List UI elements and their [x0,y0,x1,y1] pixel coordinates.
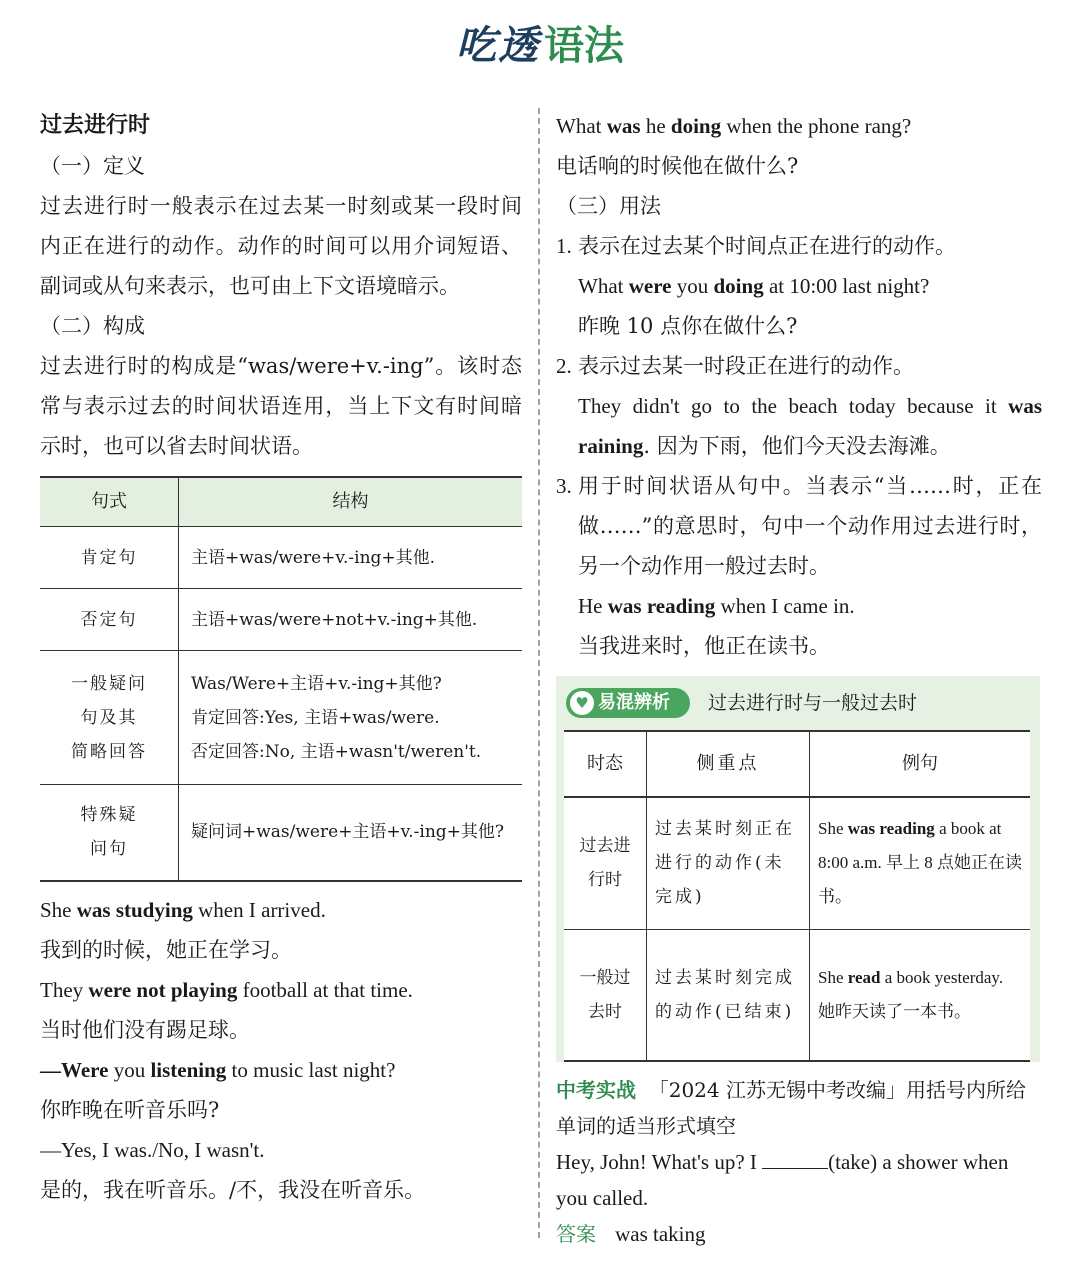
table-cell [810,797,1031,929]
text-span: a book yesterday. 她昨天读了一本书。 [818,967,1004,1021]
text-span: you [671,274,714,298]
bold-span: listening [150,1057,227,1082]
page-header [0,14,1080,94]
bold-span: was reading [847,819,935,839]
header-title-part1: 吃透 [456,22,540,69]
table-header-pattern: 句式 [40,477,179,527]
example-translation: 我到的时候，她正在学习。 [40,937,292,962]
usage-heading: （三）用法 [556,194,661,218]
table-row [40,785,522,881]
usage-number: 3. [556,474,572,498]
table-cell-line: 肯定回答:Yes, 主语+was/were. [191,707,440,728]
comparison-title: 过去进行时与一般过去时 [708,692,918,714]
bold-span: was reading [607,594,716,618]
usage-item-2 [556,346,1042,386]
table-header-row [40,477,522,527]
table-row [40,589,522,651]
bold-span: read [847,967,881,987]
table-header-example: 例句 [810,731,1031,797]
practice-prompt [556,1072,1042,1144]
usage-item-3 [556,466,1042,586]
table-row [40,651,522,785]
usage-text: 用于时间状语从句中。当表示“当……时，正在做……”的意思时，句中一个动作用过去进行时，另一个动作用一般过去时。 [578,474,1042,578]
bold-span: was [606,114,641,138]
definition-heading: （一）定义 [40,154,145,178]
text-span: They [40,977,89,1002]
usage-text: 表示在过去某个时间点正在进行的动作。 [578,234,956,258]
text-span: football at that time. [237,977,413,1002]
example-translation: 电话响的时候他在做什么? [556,154,799,178]
comparison-tag [566,688,690,718]
text-span: when I arrived. [192,897,326,922]
structure-table [40,476,522,882]
text-span: What [556,114,607,138]
table-cell [40,785,179,881]
bold-span: was studying [76,897,193,922]
bold-span: — [40,1057,61,1082]
example-translation: 昨晚 10 点你在做什么? [578,314,798,338]
text-span: a book at 8:00 a.m. 早上 8 点她正在读书。 [818,819,1022,907]
text-span: to music last night? [226,1057,396,1082]
bold-span: Were [61,1057,109,1082]
table-header-focus: 侧重点 [647,731,810,797]
text-span: Hey, John! What's up? I [556,1150,763,1174]
table-cell: 疑问词+was/were+主语+v.-ing+其他? [179,785,523,881]
text-span: at 10:00 last night? [763,274,930,298]
example-sentence [556,586,1042,626]
text-span: What [578,274,629,298]
bold-span: doing [713,274,764,298]
example-translation: 你昨晚在听音乐吗? [40,1097,220,1122]
right-column [556,106,1042,666]
text-span: when the phone rang? [721,114,912,138]
heart-icon: ♥ [570,691,594,715]
left-column [40,106,522,1210]
table-cell: 主语+was/were+not+v.-ing+其他. [179,589,523,651]
bold-span: was raining [578,394,1042,458]
text-span: She [818,967,848,987]
example-sentence [556,386,1042,466]
formation-text: 过去进行时的构成是“was/were+v.-ing”。该时态常与表示过去的时间状语连用，当上下文有时间暗示时，也可以省去时间状语。 [40,354,522,458]
table-cell: 主语+was/were+v.-ing+其他. [179,527,523,589]
table-row [40,527,522,589]
table-cell-line: 特殊疑 [80,805,138,826]
example-translation: 当我进来时，他正在读书。 [578,634,830,658]
text-span: he [640,114,671,138]
practice-label: 中考实战 [556,1078,636,1102]
practice-source: 「2024 江苏无锡中考改编」用括号内所给单词的适当形式填空 [556,1078,1026,1138]
usage-item-1 [556,226,1042,266]
table-cell: 过去进行时 [564,797,647,929]
example-sentence [40,970,522,1010]
text-span: She [818,819,848,839]
table-cell: 否定句 [40,589,179,651]
text-span: She [40,897,77,922]
formation-heading: （二）构成 [40,314,145,338]
comparison-box [556,676,1040,1062]
bold-span: were [628,274,672,298]
section-title: 过去进行时 [40,113,151,138]
table-row [564,929,1030,1061]
practice-question [556,1144,1042,1216]
practice-section [556,1072,1042,1252]
header-title-part2: 语法 [544,23,624,69]
table-cell-line: 简略回答 [71,741,147,762]
comparison-table [564,730,1030,1062]
usage-number: 2. [556,354,572,378]
table-cell-line: 问句 [90,839,128,860]
table-cell: 过去某时刻完成的动作(已结束) [647,929,810,1061]
table-cell [810,929,1031,1061]
example-sentence [40,1050,522,1090]
text-span: you [108,1057,151,1082]
usage-text: 表示过去某一时段正在进行的动作。 [578,354,914,378]
text-span: He [578,594,608,618]
usage-number: 1. [556,234,572,258]
bold-span: were not playing [88,977,238,1002]
table-cell [40,651,179,785]
table-cell-line: Was/Were+主语+v.-ing+其他? [191,673,442,694]
text-span: They didn't go to the beach today because it [578,394,1009,418]
table-cell-line: 否定回答:No, 主语+wasn't/weren't. [191,741,482,762]
table-cell-line: 句及其 [80,707,138,728]
table-cell: 一般过去时 [564,929,647,1061]
table-cell [179,651,523,785]
text-span: when I came in. [715,594,855,618]
example-translation: 是的，我在听音乐。/不，我没在听音乐。 [40,1177,426,1202]
table-row [564,797,1030,929]
example-translation: 当时他们没有踢足球。 [40,1017,250,1042]
answer-label: 答案 [556,1222,596,1246]
table-cell: 过去某时刻正在进行的动作(未完成) [647,797,810,929]
table-header-structure: 结构 [179,477,523,527]
text-span: . 因为下雨，他们今天没去海滩。 [643,434,951,458]
table-header-tense: 时态 [564,731,647,797]
example-sentence [556,106,1042,146]
practice-answer [556,1216,1042,1252]
text-span: (take) a shower when you called. [556,1150,1009,1210]
table-cell-line: 一般疑问 [71,673,147,694]
table-header-row [564,731,1030,797]
comparison-tag-label: 易混辨析 [598,692,670,713]
example-sentence [556,266,1042,306]
answer-text: was taking [615,1222,706,1246]
column-divider [538,108,540,1238]
definition-text: 过去进行时一般表示在过去某一时刻或某一段时间内正在进行的动作。动作的时间可以用介词短语、副词或从句来表示，也可由上下文语境暗示。 [40,194,522,298]
example-sentence [40,890,522,930]
answer-blank[interactable] [762,1146,828,1169]
example-sentence: —Yes, I was./No, I wasn't. [40,1137,265,1162]
example-block [40,890,522,1210]
table-cell: 肯定句 [40,527,179,589]
bold-span: doing [670,114,722,138]
